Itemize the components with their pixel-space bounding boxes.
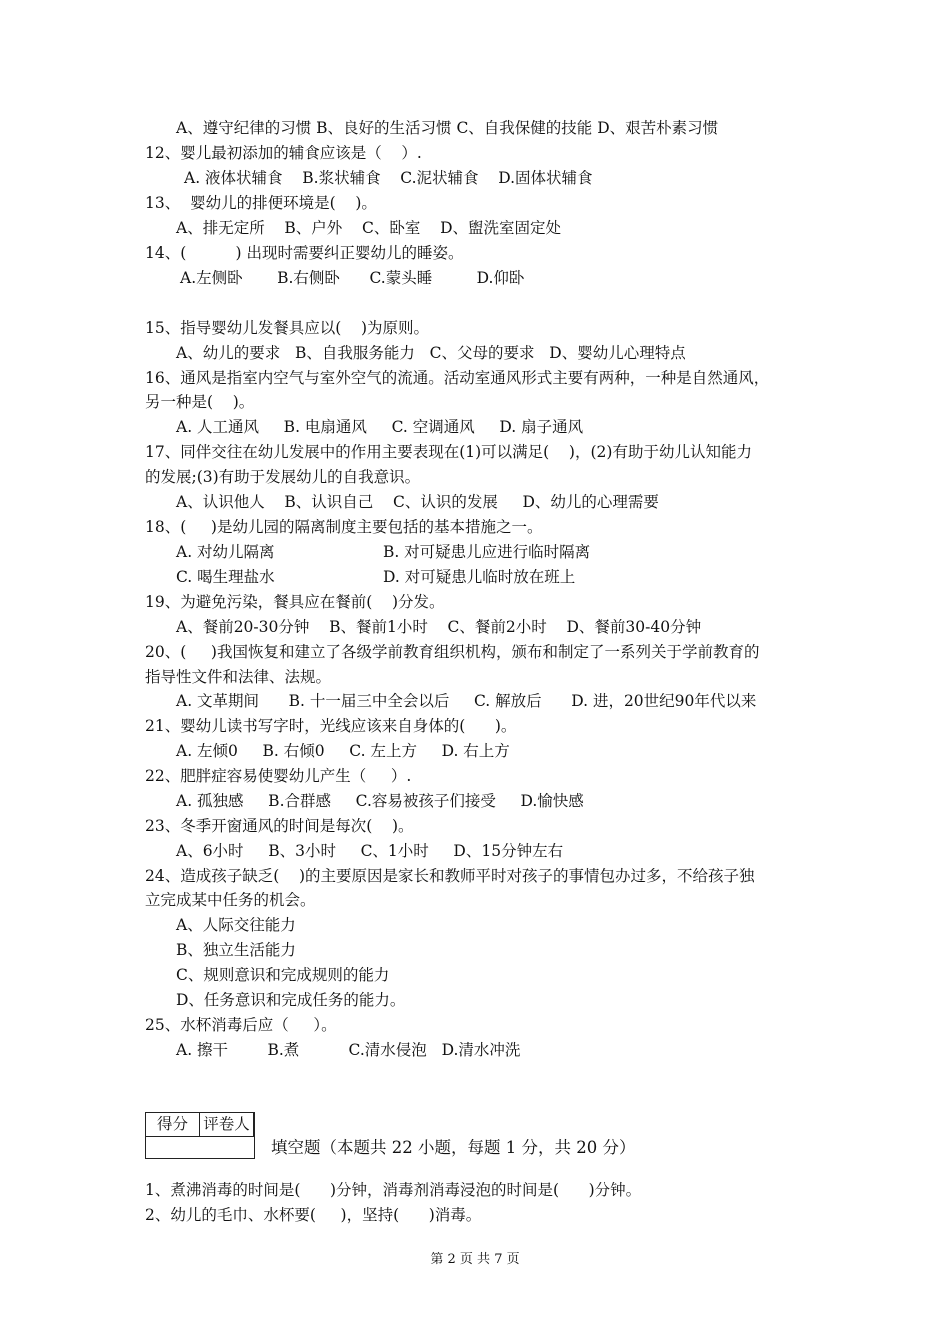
q14-stem: 14、( ) 出现时需要纠正婴幼儿的睡姿。: [145, 244, 464, 262]
q24-option-b: B、独立生活能力: [176, 941, 296, 959]
q22-options: A. 孤独感 B.合群感 C.容易被孩子们接受 D.愉快感: [176, 792, 584, 810]
q24-option-a: A、人际交往能力: [176, 916, 296, 934]
q25-options: A. 擦干 B.煮 C.清水侵泡 D.清水冲洗: [176, 1041, 521, 1059]
fill-q1: 1、煮沸消毒的时间是( )分钟，消毒剂消毒浸泡的时间是( )分钟。: [145, 1181, 642, 1199]
q24-option-c: C、规则意识和完成规则的能力: [176, 966, 390, 984]
q15-stem: 15、指导婴幼儿发餐具应以( )为原则。: [145, 319, 430, 337]
q22-stem: 22、肥胖症容易使婴幼儿产生（ ）.: [145, 767, 412, 785]
q24-stem-line2: 立完成某中任务的机会。: [145, 891, 316, 909]
q18-options-row2: C. 喝生理盐水 D. 对可疑患儿临时放在班上: [176, 568, 576, 586]
q23-stem: 23、冬季开窗通风的时间是每次( )。: [145, 817, 414, 835]
section-title: 填空题（本题共 22 小题，每题 1 分，共 20 分）: [271, 1138, 636, 1157]
page-footer: 第 2 页 共 7 页: [430, 1252, 520, 1267]
q15-options: A、幼儿的要求 B、自我服务能力 C、父母的要求 D、婴幼儿心理特点: [176, 344, 686, 362]
q17-options: A、认识他人 B、认识自己 C、认识的发展 D、幼儿的心理需要: [176, 493, 659, 511]
fill-q2: 2、幼儿的毛巾、水杯要( )，坚持( )消毒。: [145, 1206, 482, 1224]
q21-stem: 21、婴幼儿读书写字时，光线应该来自身体的( )。: [145, 717, 517, 735]
q20-stem-line1: 20、( )我国恢复和建立了各级学前教育组织机构，颁布和制定了一系列关于学前教育的: [145, 643, 760, 661]
q11-options: A、遵守纪律的习惯 B、良好的生活习惯 C、自我保健的技能 D、艰苦朴素习惯: [176, 119, 719, 137]
q20-options: A. 文革期间 B. 十一届三中全会以后 C. 解放后 D. 进，20世纪90年代以来: [176, 692, 757, 710]
q19-stem: 19、为避免污染，餐具应在餐前( )分发。: [145, 593, 445, 611]
score-label: 得分: [146, 1113, 200, 1136]
q13-options: A、排无定所 B、户外 C、卧室 D、盥洗室固定处: [176, 219, 561, 237]
grader-label: 评卷人: [200, 1113, 254, 1136]
q16-stem-line2: 另一种是( )。: [145, 393, 255, 411]
q23-options: A、6小时 B、3小时 C、1小时 D、15分钟左右: [176, 842, 564, 860]
q14-options: A.左侧卧 B.右侧卧 C.蒙头睡 D.仰卧: [180, 269, 525, 287]
q13-stem: 13、 婴幼儿的排便环境是( )。: [145, 194, 377, 212]
q17-stem-line1: 17、同伴交往在幼儿发展中的作用主要表现在(1)可以满足( )，(2)有助于幼儿认知能力: [145, 443, 752, 461]
q18-options-row1: A. 对幼儿隔离 B. 对可疑患儿应进行临时隔离: [176, 543, 591, 561]
q18-stem: 18、( )是幼儿园的隔离制度主要包括的基本措施之一。: [145, 518, 543, 536]
q24-option-d: D、任务意识和完成任务的能力。: [176, 991, 406, 1009]
q12-options: A. 液体状辅食 B.浆状辅食 C.泥状辅食 D.固体状辅食: [184, 169, 593, 187]
score-box: [145, 1112, 255, 1137]
q16-stem-line1: 16、通风是指室内空气与室外空气的流通。活动室通风形式主要有两种，一种是自然通风，: [145, 369, 770, 387]
q16-options: A. 人工通风 B. 电扇通风 C. 空调通风 D. 扇子通风: [176, 418, 584, 436]
q12-stem: 12、婴儿最初添加的辅食应该是（ ）.: [145, 144, 422, 162]
q25-stem: 25、水杯消毒后应（ ）。: [145, 1016, 337, 1034]
q19-options: A、餐前20-30分钟 B、餐前1小时 C、餐前2小时 D、餐前30-40分钟: [176, 618, 702, 636]
q21-options: A. 左倾0 B. 右倾0 C. 左上方 D. 右上方: [176, 742, 510, 760]
score-box-blank-row: [145, 1136, 255, 1159]
q17-stem-line2: 的发展;(3)有助于发展幼儿的自我意识。: [145, 468, 421, 486]
q20-stem-line2: 指导性文件和法律、法规。: [145, 668, 332, 686]
q24-stem-line1: 24、造成孩子缺乏( )的主要原因是家长和教师平时对孩子的事情包办过多，不给孩子独: [145, 867, 755, 885]
